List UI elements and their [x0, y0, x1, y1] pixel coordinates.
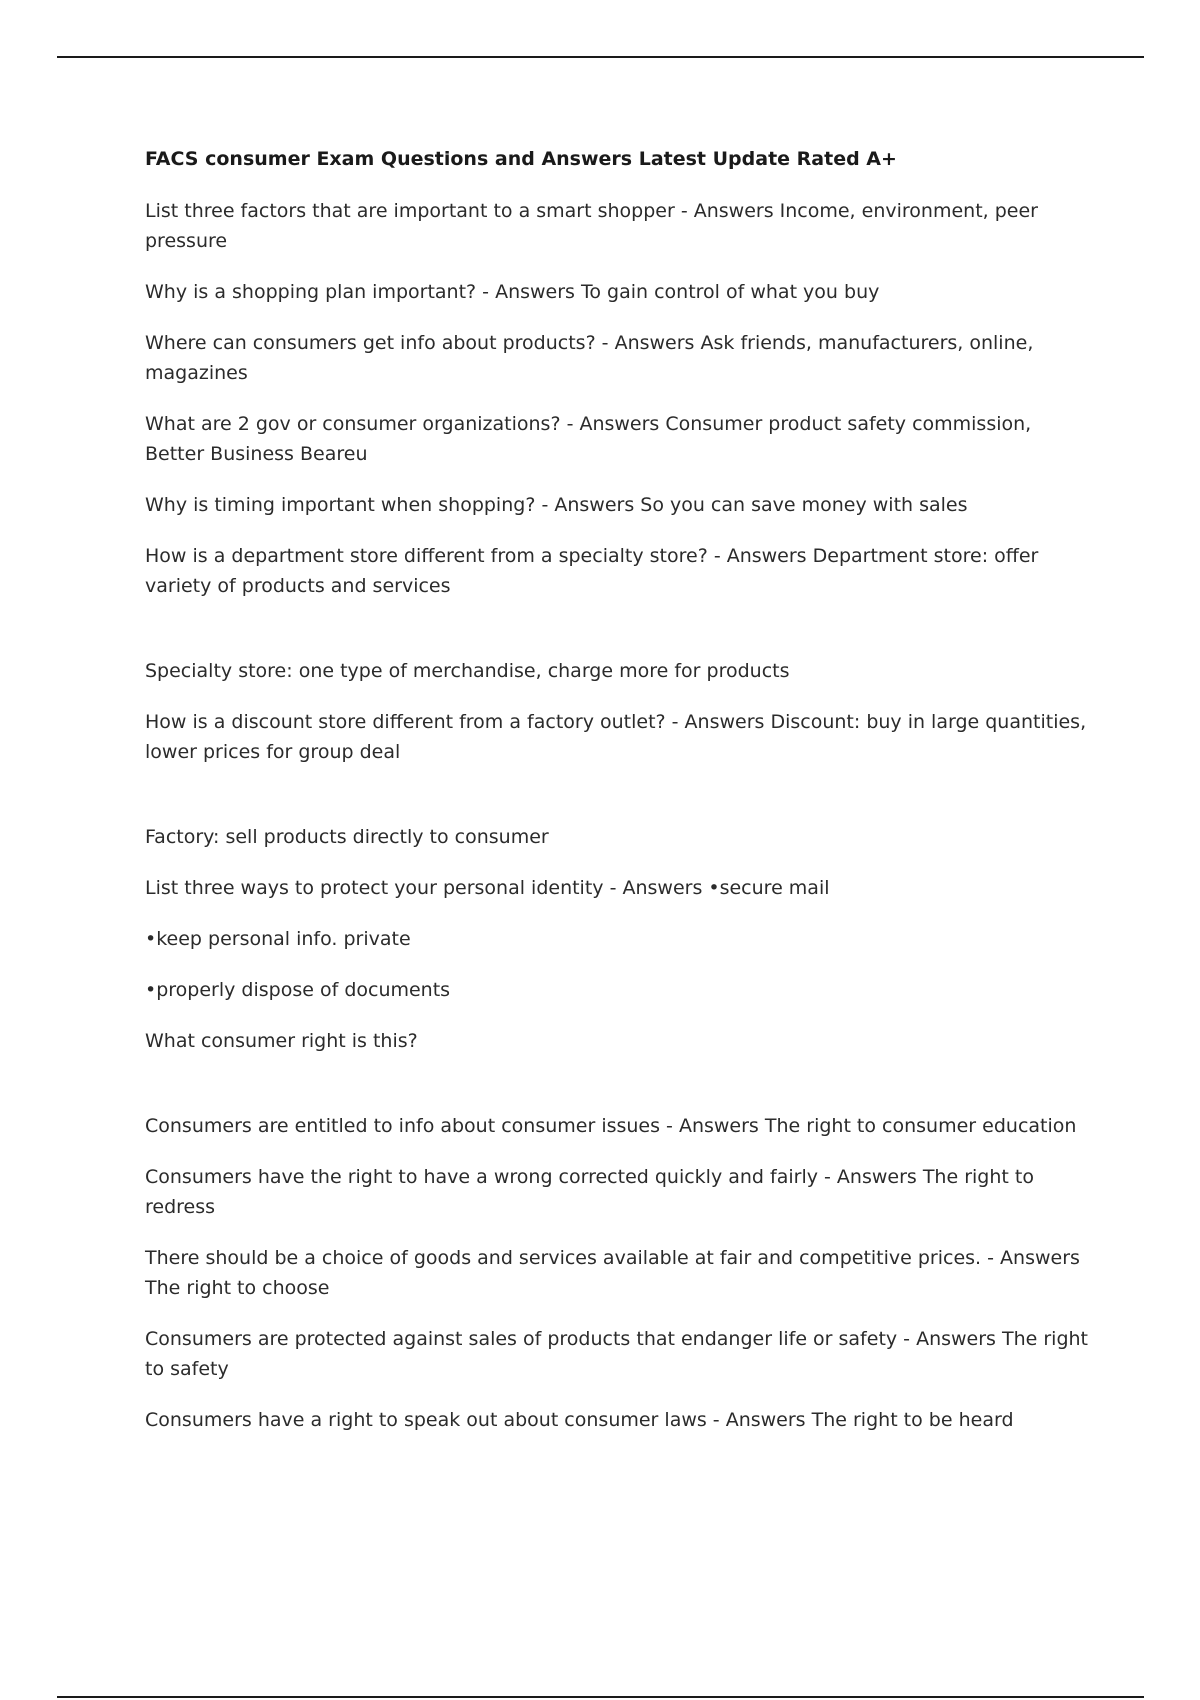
paragraph: Specialty store: one type of merchandise, charge more for products: [145, 660, 790, 682]
paragraph: What are 2 gov or consumer organizations? - Answers Consumer product safety commission, Better Business Beareu: [145, 413, 1032, 465]
paragraph: How is a discount store different from a factory outlet? - Answers Discount: buy in large quantities, lower prices for group deal: [145, 711, 1087, 763]
paragraph: List three factors that are important to a smart shopper - Answers Income, environment, peer pressure: [145, 200, 1038, 252]
paragraph: Consumers are entitled to info about consumer issues - Answers The right to consumer education: [145, 1115, 1077, 1137]
paragraph: Consumers have the right to have a wrong corrected quickly and fairly - Answers The right to redress: [145, 1166, 1034, 1218]
paragraph: There should be a choice of goods and services available at fair and competitive prices. - Answers The right to choose: [145, 1247, 1080, 1299]
paragraph: •properly dispose of documents: [145, 979, 451, 1001]
paragraph: •keep personal info. private: [145, 928, 411, 950]
paragraph: Factory: sell products directly to consumer: [145, 826, 549, 848]
paragraph: How is a department store different from a specialty store? - Answers Department store: offer variety of products and services: [145, 545, 1039, 597]
paragraph: Consumers have a right to speak out about consumer laws - Answers The right to be heard: [145, 1409, 1014, 1431]
paragraph: Where can consumers get info about products? - Answers Ask friends, manufacturers, online, magazines: [145, 332, 1034, 384]
paragraph: List three ways to protect your personal identity - Answers •secure mail: [145, 877, 830, 899]
paragraph: Why is timing important when shopping? - Answers So you can save money with sales: [145, 494, 968, 516]
paragraph: Why is a shopping plan important? - Answers To gain control of what you buy: [145, 281, 880, 303]
top-rule: [57, 56, 1144, 58]
paragraph: Consumers are protected against sales of products that endanger life or safety - Answers The right to safety: [145, 1328, 1089, 1380]
bottom-rule: [57, 1696, 1144, 1698]
document-title: FACS consumer Exam Questions and Answers Latest Update Rated A+: [145, 148, 897, 170]
document-body: [145, 144, 1095, 1456]
paragraph: What consumer right is this?: [145, 1030, 418, 1052]
